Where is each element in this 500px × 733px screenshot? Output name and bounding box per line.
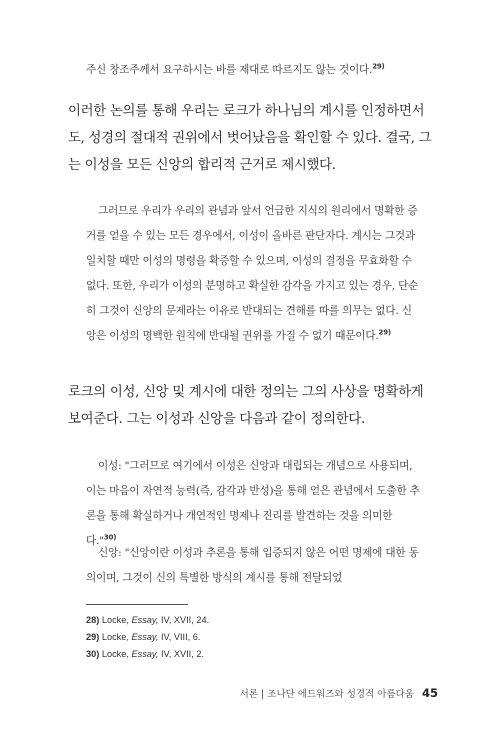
footnotes bbox=[86, 612, 386, 663]
block-quote-main: 그러므로 우리가 우리의 관념과 앞서 언급한 지식의 원리에서 명확한 증거를 얻을 수 있는 모든 경우에서, 이성이 올바른 판단자다. 계시는 그것과 일치할 때만 이성의 명령을 확증할 수 있으며, 이성의 결정을 무효화할 수 없다. 또한, 우리가 이성의 분명하고 확실한 감각을 가지고 있는 경우, 단순히 그것이 신앙의 문제라는 이유로 반대되는 견해를 따를 의무는 없다. 신앙은 이성의 명백한 원칙에 반대될 권위를 가질 수 없기 때문이다.$^{29)}$ bbox=[86, 205, 419, 342]
footnote-28: 28) Locke, Essay, IV, XVII, 24. bbox=[86, 615, 210, 625]
footnote-ref[interactable]: 29) bbox=[372, 62, 385, 71]
page-number: 45 bbox=[421, 686, 438, 700]
page-footer bbox=[240, 686, 438, 700]
definition-reason: 이성: "그러므로 여기에서 이성은 신앙과 대립되는 개념으로 사용되며, 이는 마음이 자연적 능력(즉, 감각과 반성)을 통해 얻은 관념에서 도출한 추론을 통해 확실하거나 개연적인 명제나 진리를 발견하는 것을 의미한다."$^{30)}$ bbox=[86, 460, 420, 547]
footnote-divider bbox=[86, 604, 188, 605]
block-quote-top: 주신 창조주께서 요구하시는 바를 제대로 따르지도 않는 것이다.$^{29)}$ bbox=[86, 62, 385, 76]
footnote-30: 30) Locke, Essay, IV, XVII, 2. bbox=[86, 649, 205, 659]
body-paragraph-2: 로크의 이성, 신앙 및 계시에 대한 정의는 그의 사상을 명확하게 보여준다. 그는 이성과 신앙을 다음과 같이 정의한다. bbox=[68, 385, 424, 427]
footnote-ref[interactable]: 30) bbox=[103, 533, 117, 542]
footnote-29: 29) Locke, Essay, IV, VIII, 6. bbox=[86, 632, 201, 642]
definition-faith: 신앙: "신앙이란 이성과 추론을 통해 입증되지 않은 어떤 명제에 대한 동의이며, 그것이 신의 특별한 방식의 계시를 통해 전달되었 bbox=[86, 547, 419, 584]
body-paragraph-1: 이러한 논의를 통해 우리는 로크가 하나님의 계시를 인정하면서도, 성경의 절대적 권위에서 벗어났음을 확인할 수 있다. 결국, 그는 이성을 모든 신앙의 합리적 근거로 제시했다. bbox=[68, 104, 432, 173]
running-head: 서론 | 조나단 에드워즈와 성경적 아름다움 bbox=[239, 689, 414, 700]
footnote-ref[interactable]: 29) bbox=[378, 328, 391, 337]
